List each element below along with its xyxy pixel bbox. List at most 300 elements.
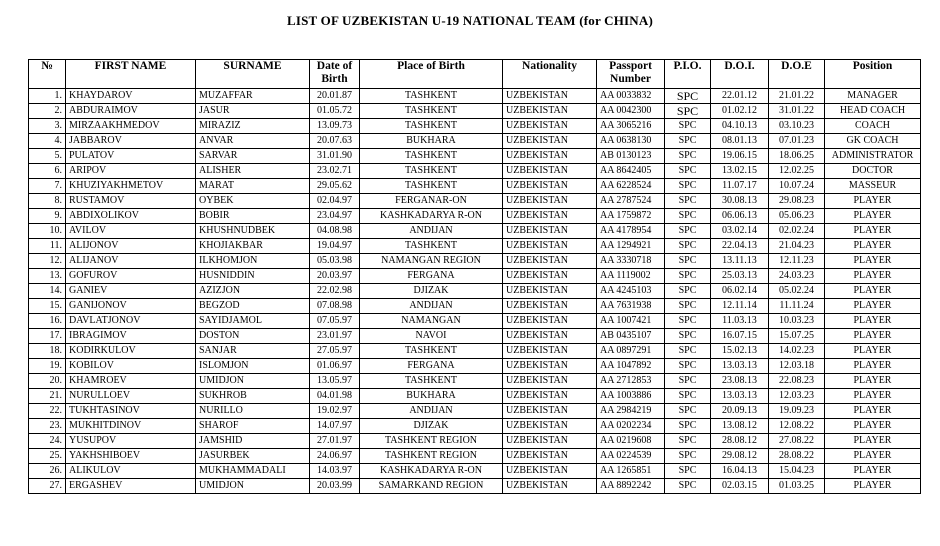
cell-place-of-birth: ANDIJAN <box>360 224 503 239</box>
cell-doi: 11.03.13 <box>711 314 769 329</box>
cell-surname: SANJAR <box>196 344 310 359</box>
document-title: LIST OF UZBEKISTAN U-19 NATIONAL TEAM (for CHINA) <box>286 13 654 28</box>
cell-number: 8. <box>29 194 66 209</box>
cell-position: PLAYER <box>825 434 921 449</box>
cell-position: PLAYER <box>825 194 921 209</box>
cell-position: PLAYER <box>825 344 921 359</box>
cell-pio: SPC <box>665 374 711 389</box>
cell-pio: SPC <box>665 224 711 239</box>
cell-passport-number: AA 1294921 <box>597 239 665 254</box>
cell-passport-number: AA 1759872 <box>597 209 665 224</box>
cell-place-of-birth: TASHKENT <box>360 119 503 134</box>
cell-surname: JASUR <box>196 104 310 119</box>
table-row <box>29 119 921 134</box>
cell-date-of-birth: 14.07.97 <box>310 419 360 434</box>
cell-position: PLAYER <box>825 464 921 479</box>
cell-nationality: UZBEKISTAN <box>503 359 597 374</box>
cell-place-of-birth: NAVOI <box>360 329 503 344</box>
cell-number: 5. <box>29 149 66 164</box>
cell-passport-number: AA 1265851 <box>597 464 665 479</box>
cell-pio: SPC <box>665 449 711 464</box>
cell-pio: SPC <box>665 299 711 314</box>
cell-date-of-birth: 31.01.90 <box>310 149 360 164</box>
cell-position: PLAYER <box>825 314 921 329</box>
cell-first-name: ALIJONOV <box>66 239 196 254</box>
cell-place-of-birth: TASHKENT <box>360 89 503 104</box>
cell-doi: 20.09.13 <box>711 404 769 419</box>
cell-surname: ISLOMJON <box>196 359 310 374</box>
cell-surname: SUKHROB <box>196 389 310 404</box>
cell-passport-number: AA 7631938 <box>597 299 665 314</box>
cell-surname: OYBEK <box>196 194 310 209</box>
cell-passport-number: AA 1119002 <box>597 269 665 284</box>
team-roster-table <box>28 59 921 494</box>
cell-doe: 15.07.25 <box>769 329 825 344</box>
cell-nationality: UZBEKISTAN <box>503 239 597 254</box>
cell-pio: SPC <box>665 164 711 179</box>
cell-first-name: TUKHTASINOV <box>66 404 196 419</box>
cell-date-of-birth: 20.03.99 <box>310 479 360 494</box>
cell-doi: 13.03.13 <box>711 389 769 404</box>
cell-doi: 23.08.13 <box>711 374 769 389</box>
cell-pio: SPC <box>665 389 711 404</box>
cell-date-of-birth: 20.03.97 <box>310 269 360 284</box>
cell-number: 26. <box>29 464 66 479</box>
column-header-passport-number: Passport Number <box>597 60 665 89</box>
cell-number: 7. <box>29 179 66 194</box>
column-header-surname: SURNAME <box>196 60 310 89</box>
cell-nationality: UZBEKISTAN <box>503 464 597 479</box>
cell-nationality: UZBEKISTAN <box>503 404 597 419</box>
cell-place-of-birth: TASHKENT <box>360 149 503 164</box>
cell-place-of-birth: TASHKENT REGION <box>360 434 503 449</box>
cell-doe: 21.01.22 <box>769 89 825 104</box>
cell-passport-number: AA 2787524 <box>597 194 665 209</box>
cell-passport-number: AA 6228524 <box>597 179 665 194</box>
cell-pio: SPC <box>665 269 711 284</box>
cell-nationality: UZBEKISTAN <box>503 209 597 224</box>
cell-nationality: UZBEKISTAN <box>503 449 597 464</box>
cell-doi: 01.02.12 <box>711 104 769 119</box>
cell-place-of-birth: TASHKENT <box>360 164 503 179</box>
cell-date-of-birth: 04.01.98 <box>310 389 360 404</box>
cell-surname: BOBIR <box>196 209 310 224</box>
cell-surname: SHAROF <box>196 419 310 434</box>
cell-pio: SPC <box>665 254 711 269</box>
table-row <box>29 464 921 479</box>
cell-pio: SPC <box>665 119 711 134</box>
cell-position: PLAYER <box>825 449 921 464</box>
table-row <box>29 344 921 359</box>
cell-date-of-birth: 27.05.97 <box>310 344 360 359</box>
cell-doe: 18.06.25 <box>769 149 825 164</box>
cell-date-of-birth: 01.05.72 <box>310 104 360 119</box>
cell-first-name: YAKHSHIBOEV <box>66 449 196 464</box>
cell-place-of-birth: SAMARKAND REGION <box>360 479 503 494</box>
cell-number: 27. <box>29 479 66 494</box>
table-row <box>29 194 921 209</box>
cell-surname: JAMSHID <box>196 434 310 449</box>
cell-nationality: UZBEKISTAN <box>503 434 597 449</box>
cell-number: 17. <box>29 329 66 344</box>
cell-doi: 30.08.13 <box>711 194 769 209</box>
cell-doi: 02.03.15 <box>711 479 769 494</box>
column-header-date-of-birth: Date of Birth <box>310 60 360 89</box>
cell-passport-number: AA 0042300 <box>597 104 665 119</box>
column-header-position: Position <box>825 60 921 89</box>
cell-place-of-birth: TASHKENT <box>360 344 503 359</box>
cell-place-of-birth: TASHKENT <box>360 374 503 389</box>
cell-passport-number: AA 8892242 <box>597 479 665 494</box>
cell-doe: 11.11.24 <box>769 299 825 314</box>
cell-place-of-birth: BUKHARA <box>360 134 503 149</box>
cell-first-name: GOFUROV <box>66 269 196 284</box>
cell-nationality: UZBEKISTAN <box>503 89 597 104</box>
cell-number: 20. <box>29 374 66 389</box>
cell-passport-number: AA 8642405 <box>597 164 665 179</box>
cell-surname: MUZAFFAR <box>196 89 310 104</box>
cell-pio: SPC <box>665 149 711 164</box>
cell-first-name: KODIRKULOV <box>66 344 196 359</box>
cell-number: 2. <box>29 104 66 119</box>
cell-date-of-birth: 29.05.62 <box>310 179 360 194</box>
cell-doe: 02.02.24 <box>769 224 825 239</box>
cell-place-of-birth: FERGANAR-ON <box>360 194 503 209</box>
cell-surname: ANVAR <box>196 134 310 149</box>
cell-doe: 21.04.23 <box>769 239 825 254</box>
cell-nationality: UZBEKISTAN <box>503 284 597 299</box>
table-row <box>29 434 921 449</box>
cell-pio: SPC <box>665 209 711 224</box>
cell-surname: ALISHER <box>196 164 310 179</box>
cell-number: 16. <box>29 314 66 329</box>
cell-place-of-birth: BUKHARA <box>360 389 503 404</box>
table-header-row <box>29 60 921 89</box>
cell-first-name: PULATOV <box>66 149 196 164</box>
cell-date-of-birth: 20.07.63 <box>310 134 360 149</box>
cell-passport-number: AA 0219608 <box>597 434 665 449</box>
cell-doe: 05.02.24 <box>769 284 825 299</box>
cell-pio: SPC <box>665 464 711 479</box>
cell-first-name: ERGASHEV <box>66 479 196 494</box>
table-row <box>29 164 921 179</box>
cell-doi: 06.06.13 <box>711 209 769 224</box>
cell-doi: 16.07.15 <box>711 329 769 344</box>
cell-date-of-birth: 05.03.98 <box>310 254 360 269</box>
cell-doe: 07.01.23 <box>769 134 825 149</box>
cell-place-of-birth: KASHKADARYA R-ON <box>360 464 503 479</box>
column-header-nationality: Nationality <box>503 60 597 89</box>
cell-first-name: KHAMROEV <box>66 374 196 389</box>
cell-date-of-birth: 24.06.97 <box>310 449 360 464</box>
table-row <box>29 254 921 269</box>
cell-position: PLAYER <box>825 359 921 374</box>
cell-date-of-birth: 13.09.73 <box>310 119 360 134</box>
cell-first-name: KOBILOV <box>66 359 196 374</box>
cell-nationality: UZBEKISTAN <box>503 254 597 269</box>
cell-surname: HUSNIDDIN <box>196 269 310 284</box>
cell-position: PLAYER <box>825 389 921 404</box>
cell-place-of-birth: NAMANGAN <box>360 314 503 329</box>
table-row <box>29 89 921 104</box>
cell-doi: 13.03.13 <box>711 359 769 374</box>
cell-nationality: UZBEKISTAN <box>503 479 597 494</box>
column-header-number: № <box>29 60 66 89</box>
cell-passport-number: AA 1047892 <box>597 359 665 374</box>
cell-doe: 12.03.23 <box>769 389 825 404</box>
cell-place-of-birth: KASHKADARYA R-ON <box>360 209 503 224</box>
cell-position: PLAYER <box>825 284 921 299</box>
cell-doe: 22.08.23 <box>769 374 825 389</box>
cell-surname: UMIDJON <box>196 374 310 389</box>
cell-doe: 19.09.23 <box>769 404 825 419</box>
cell-passport-number: AB 0130123 <box>597 149 665 164</box>
cell-date-of-birth: 27.01.97 <box>310 434 360 449</box>
cell-doi: 06.02.14 <box>711 284 769 299</box>
cell-position: PLAYER <box>825 479 921 494</box>
cell-pio: SPC <box>665 284 711 299</box>
cell-passport-number: AA 2984219 <box>597 404 665 419</box>
cell-surname: SAYIDJAMOL <box>196 314 310 329</box>
cell-date-of-birth: 22.02.98 <box>310 284 360 299</box>
table-row <box>29 134 921 149</box>
column-header-first-name: FIRST NAME <box>66 60 196 89</box>
cell-date-of-birth: 13.05.97 <box>310 374 360 389</box>
cell-date-of-birth: 07.05.97 <box>310 314 360 329</box>
cell-position: PLAYER <box>825 239 921 254</box>
cell-number: 22. <box>29 404 66 419</box>
cell-surname: BEGZOD <box>196 299 310 314</box>
cell-pio: SPC <box>665 89 711 104</box>
cell-doi: 16.04.13 <box>711 464 769 479</box>
cell-nationality: UZBEKISTAN <box>503 149 597 164</box>
table-row <box>29 389 921 404</box>
cell-number: 1. <box>29 89 66 104</box>
cell-doi: 13.02.15 <box>711 164 769 179</box>
cell-passport-number: AA 0033832 <box>597 89 665 104</box>
cell-nationality: UZBEKISTAN <box>503 164 597 179</box>
cell-position: HEAD COACH <box>825 104 921 119</box>
cell-place-of-birth: DJIZAK <box>360 419 503 434</box>
cell-doe: 10.07.24 <box>769 179 825 194</box>
cell-surname: AZIZJON <box>196 284 310 299</box>
table-row <box>29 239 921 254</box>
cell-position: PLAYER <box>825 299 921 314</box>
cell-place-of-birth: TASHKENT <box>360 179 503 194</box>
cell-position: PLAYER <box>825 374 921 389</box>
cell-number: 23. <box>29 419 66 434</box>
cell-position: PLAYER <box>825 404 921 419</box>
cell-passport-number: AA 0202234 <box>597 419 665 434</box>
cell-date-of-birth: 19.02.97 <box>310 404 360 419</box>
table-row <box>29 359 921 374</box>
cell-passport-number: AA 2712853 <box>597 374 665 389</box>
column-header-doi: D.O.I. <box>711 60 769 89</box>
cell-surname: KHOJIAKBAR <box>196 239 310 254</box>
cell-number: 10. <box>29 224 66 239</box>
cell-passport-number: AA 1007421 <box>597 314 665 329</box>
cell-place-of-birth: TASHKENT <box>360 239 503 254</box>
table-row <box>29 299 921 314</box>
cell-first-name: MUKHITDINOV <box>66 419 196 434</box>
cell-first-name: KHUZIYAKHMETOV <box>66 179 196 194</box>
cell-passport-number: AA 0638130 <box>597 134 665 149</box>
cell-date-of-birth: 23.04.97 <box>310 209 360 224</box>
cell-doe: 15.04.23 <box>769 464 825 479</box>
cell-pio: SPC <box>665 419 711 434</box>
column-header-place-of-birth: Place of Birth <box>360 60 503 89</box>
cell-first-name: DAVLATJONOV <box>66 314 196 329</box>
cell-doi: 22.01.12 <box>711 89 769 104</box>
cell-number: 12. <box>29 254 66 269</box>
table-row <box>29 179 921 194</box>
cell-doi: 13.08.12 <box>711 419 769 434</box>
cell-number: 21. <box>29 389 66 404</box>
cell-doi: 12.11.14 <box>711 299 769 314</box>
cell-doi: 19.06.15 <box>711 149 769 164</box>
cell-passport-number: AA 4245103 <box>597 284 665 299</box>
cell-position: MANAGER <box>825 89 921 104</box>
cell-doi: 25.03.13 <box>711 269 769 284</box>
cell-passport-number: AA 3330718 <box>597 254 665 269</box>
cell-doe: 31.01.22 <box>769 104 825 119</box>
cell-first-name: NURULLOEV <box>66 389 196 404</box>
cell-nationality: UZBEKISTAN <box>503 134 597 149</box>
cell-first-name: MIRZAAKHMEDOV <box>66 119 196 134</box>
cell-place-of-birth: TASHKENT <box>360 104 503 119</box>
cell-place-of-birth: ANDIJAN <box>360 404 503 419</box>
cell-doe: 03.10.23 <box>769 119 825 134</box>
cell-place-of-birth: TASHKENT REGION <box>360 449 503 464</box>
table-row <box>29 479 921 494</box>
cell-number: 3. <box>29 119 66 134</box>
cell-surname: ILKHOMJON <box>196 254 310 269</box>
cell-number: 9. <box>29 209 66 224</box>
cell-first-name: ALIJANOV <box>66 254 196 269</box>
cell-pio: SPC <box>665 179 711 194</box>
cell-number: 13. <box>29 269 66 284</box>
cell-pio: SPC <box>665 239 711 254</box>
cell-first-name: YUSUPOV <box>66 434 196 449</box>
cell-passport-number: AA 0897291 <box>597 344 665 359</box>
cell-doe: 10.03.23 <box>769 314 825 329</box>
cell-doe: 12.03.18 <box>769 359 825 374</box>
cell-position: MASSEUR <box>825 179 921 194</box>
cell-number: 19. <box>29 359 66 374</box>
cell-position: PLAYER <box>825 269 921 284</box>
cell-nationality: UZBEKISTAN <box>503 224 597 239</box>
cell-doi: 08.01.13 <box>711 134 769 149</box>
cell-position: PLAYER <box>825 254 921 269</box>
cell-first-name: ALIKULOV <box>66 464 196 479</box>
cell-pio: SPC <box>665 359 711 374</box>
cell-number: 25. <box>29 449 66 464</box>
cell-doe: 14.02.23 <box>769 344 825 359</box>
cell-pio: SPC <box>665 344 711 359</box>
cell-doi: 15.02.13 <box>711 344 769 359</box>
cell-date-of-birth: 01.06.97 <box>310 359 360 374</box>
cell-first-name: ARIPOV <box>66 164 196 179</box>
cell-pio: SPC <box>665 434 711 449</box>
cell-pio: SPC <box>665 104 711 119</box>
cell-position: PLAYER <box>825 329 921 344</box>
cell-doi: 03.02.14 <box>711 224 769 239</box>
table-row <box>29 209 921 224</box>
cell-first-name: GANIJONOV <box>66 299 196 314</box>
cell-place-of-birth: FERGANA <box>360 359 503 374</box>
cell-doe: 27.08.22 <box>769 434 825 449</box>
cell-place-of-birth: FERGANA <box>360 269 503 284</box>
cell-date-of-birth: 07.08.98 <box>310 299 360 314</box>
cell-pio: SPC <box>665 134 711 149</box>
cell-surname: MARAT <box>196 179 310 194</box>
cell-nationality: UZBEKISTAN <box>503 329 597 344</box>
cell-position: PLAYER <box>825 209 921 224</box>
cell-number: 18. <box>29 344 66 359</box>
cell-pio: SPC <box>665 194 711 209</box>
cell-place-of-birth: DJIZAK <box>360 284 503 299</box>
table-row <box>29 224 921 239</box>
cell-date-of-birth: 23.01.97 <box>310 329 360 344</box>
cell-place-of-birth: ANDIJAN <box>360 299 503 314</box>
cell-doe: 12.08.22 <box>769 419 825 434</box>
cell-passport-number: AA 3065216 <box>597 119 665 134</box>
cell-nationality: UZBEKISTAN <box>503 179 597 194</box>
cell-first-name: KHAYDAROV <box>66 89 196 104</box>
cell-position: PLAYER <box>825 419 921 434</box>
cell-nationality: UZBEKISTAN <box>503 389 597 404</box>
cell-date-of-birth: 04.08.98 <box>310 224 360 239</box>
cell-date-of-birth: 02.04.97 <box>310 194 360 209</box>
cell-number: 4. <box>29 134 66 149</box>
cell-surname: MUKHAMMADALI <box>196 464 310 479</box>
cell-nationality: UZBEKISTAN <box>503 419 597 434</box>
cell-number: 15. <box>29 299 66 314</box>
cell-pio: SPC <box>665 314 711 329</box>
cell-surname: SARVAR <box>196 149 310 164</box>
cell-doe: 28.08.22 <box>769 449 825 464</box>
table-row <box>29 149 921 164</box>
cell-nationality: UZBEKISTAN <box>503 374 597 389</box>
cell-number: 6. <box>29 164 66 179</box>
cell-position: ADMINISTRATOR <box>825 149 921 164</box>
cell-number: 24. <box>29 434 66 449</box>
cell-surname: JASURBEK <box>196 449 310 464</box>
cell-date-of-birth: 23.02.71 <box>310 164 360 179</box>
cell-doi: 22.04.13 <box>711 239 769 254</box>
cell-doe: 12.02.25 <box>769 164 825 179</box>
cell-date-of-birth: 19.04.97 <box>310 239 360 254</box>
cell-position: PLAYER <box>825 224 921 239</box>
cell-first-name: JABBAROV <box>66 134 196 149</box>
cell-first-name: GANIEV <box>66 284 196 299</box>
cell-surname: UMIDJON <box>196 479 310 494</box>
table-row <box>29 404 921 419</box>
cell-surname: NURILLO <box>196 404 310 419</box>
cell-nationality: UZBEKISTAN <box>503 314 597 329</box>
cell-surname: MIRAZIZ <box>196 119 310 134</box>
cell-nationality: UZBEKISTAN <box>503 299 597 314</box>
table-row <box>29 284 921 299</box>
cell-doi: 28.08.12 <box>711 434 769 449</box>
cell-date-of-birth: 20.01.87 <box>310 89 360 104</box>
cell-doe: 01.03.25 <box>769 479 825 494</box>
cell-date-of-birth: 14.03.97 <box>310 464 360 479</box>
cell-position: DOCTOR <box>825 164 921 179</box>
cell-position: COACH <box>825 119 921 134</box>
cell-doe: 29.08.23 <box>769 194 825 209</box>
table-row <box>29 314 921 329</box>
